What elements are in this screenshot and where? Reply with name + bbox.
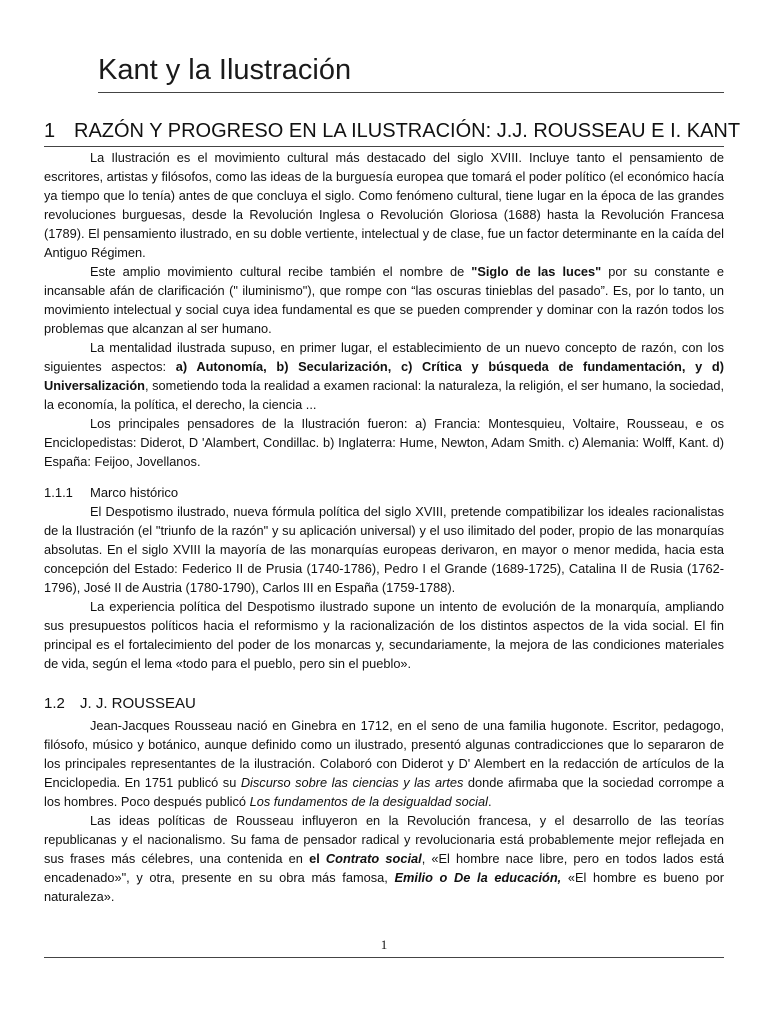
- section-1-heading: [44, 118, 740, 144]
- section-1-2-heading: [44, 693, 196, 715]
- paragraph-text: La mentalidad ilustrada supuso, en primer lugar, el establecimiento de un nuevo concepto de razón, con los siguientes aspectos:: [44, 340, 724, 374]
- paragraph-razon: [44, 338, 724, 414]
- paragraph-text: , «El hombre nace libre, pero en todos lados está encadenado»", y otra, presente en su obra más famosa,: [44, 851, 724, 885]
- bold-italic-title: Emilio o De la educación,: [394, 870, 562, 885]
- section-1-body: [44, 148, 724, 471]
- paragraph-text: «El hombre es bueno por naturaleza».: [44, 870, 725, 904]
- paragraph-text: La Ilustración es el movimiento cultural más destacado del siglo XVIII. Incluye tanto el pensamiento de escritores, artistas y filósofos, como las ideas de la burguesía europea que tomará el poder político (el económico hacía ya tiempo que lo tenía) antes de que concluya el siglo. Como fenómeno cultural, tiene lugar en la época de las grandes revoluciones burguesas, desde la Revolución Inglesa o Revolución Gloriosa (1688) hasta la Revolución Francesa (1789). El pensamiento ilustrado, en su doble vertiente, intelectual y de clase, fue un factor determinante en la caída del Antiguo Régimen.: [44, 150, 724, 260]
- title-rule: [98, 92, 724, 93]
- section-1-rule: [44, 146, 724, 147]
- bold-term: "Siglo de las luces": [471, 264, 602, 279]
- subsection-1-1-1-heading: [44, 483, 178, 502]
- section-1-2-title: J. J. ROUSSEAU: [80, 695, 196, 712]
- paragraph-text: Este amplio movimiento cultural recibe también el nombre de: [90, 264, 472, 279]
- subsection-1-1-1-title: Marco histórico: [90, 485, 179, 500]
- paragraph-ilustracion-intro: [44, 148, 724, 262]
- paragraph-siglo-luces: [44, 262, 724, 338]
- italic-title: Los fundamentos de la desigualdad social: [249, 794, 488, 809]
- paragraph-rousseau-ideas: [44, 811, 724, 906]
- page-number: 1: [380, 937, 388, 952]
- subsection-1-1-1-body: [44, 502, 724, 673]
- paragraph-experiencia: [44, 597, 724, 673]
- section-1-2-body: [44, 716, 724, 906]
- document-title: Kant y la Ilustración: [98, 54, 352, 86]
- subsection-1-1-1-number: 1.1.1: [44, 485, 73, 500]
- bold-italic-title: Contrato social: [325, 851, 422, 866]
- paragraph-text: .: [487, 794, 492, 809]
- paragraph-text: La experiencia política del Despotismo ilustrado supone un intento de evolución de la monarquía, ampliando sus presupuestos políticos hacia el reformismo y la racionalización de los distintos aspectos de la vida social. El fin principal es el fortalecimiento del poder de los monarcas y, secundariamente, la mejora de las condiciones materiales de vida, según el lema «todo para el pueblo, pero sin el pueblo».: [44, 599, 724, 671]
- bold-term: a) Autonomía, b) Secularización, c) Crítica y búsqueda de fundamentación, y d) Universalización: [44, 359, 724, 393]
- paragraph-rousseau-bio: [44, 716, 724, 811]
- paragraph-text: Jean-Jacques Rousseau nació en Ginebra en 1712, en el seno de una familia hugonote. Escritor, pedagogo, filósofo, músico y botánico, aunque definido como un ilustrado, presentó algunas contradicciones que lo separaron de los principales representantes de la ilustración. Colaboró con Diderot y D' Alembert en la redacción de artículos de la Enciclopedia. En 1751 publicó su: [44, 718, 724, 790]
- paragraph-text: , sometiendo toda la realidad a examen racional: la naturaleza, la religión, el ser humano, la sociedad, la economía, la política, el derecho, la ciencia ...: [44, 378, 724, 412]
- footer-rule: [44, 957, 724, 958]
- section-1-number: 1: [44, 120, 56, 142]
- paragraph-pensadores: [44, 414, 724, 471]
- paragraph-text: Las ideas políticas de Rousseau influyeron en la Revolución francesa, y el desarrollo de las teorías republicanas y el nacionalismo. Su fama de pensador radical y revolucionaria está probablemente mejor reflejada en sus frases más célebres, una contenida en: [44, 813, 724, 866]
- section-1-2-number: 1.2: [44, 695, 65, 712]
- section-1-title: RAZÓN Y PROGRESO EN LA ILUSTRACIÓN: J.J. ROUSSEAU E I. KANT: [74, 120, 741, 142]
- paragraph-text: El Despotismo ilustrado, nueva fórmula política del siglo XVIII, pretende compatibilizar los ideales racionalistas de la Ilustración (el "triunfo de la razón" y su aplicación universal) y el uso ilimitado del poder, propio de las monarquías absolutas. En el siglo XVIII la mayoría de las monarquías europeas derivaron, en mayor o menor medida, hacia esta concepción del Estado: Federico II de Prusia (1740-1786), Pedro I el Grande (1689-1725), Catalina II de Rusia (1762-1796), José II de Austria (1780-1790), Carlos III en España (1759-1788).: [44, 504, 724, 595]
- paragraph-text: Los principales pensadores de la Ilustración fueron: a) Francia: Montesquieu, Voltaire, Rousseau, e os Enciclopedistas: Diderot, D 'Alambert, Condillac. b) Inglaterra: Hume, Newton, Adam Smith. c) Alemania: Wolff, Kant. d) España: Feijoo, Jovellanos.: [44, 416, 724, 469]
- italic-title: Discurso sobre las ciencias y las artes: [240, 775, 464, 790]
- paragraph-text: donde afirmaba que la sociedad corrompe a los hombres. Poco después publicó: [44, 775, 724, 809]
- paragraph-text: por su constante e incansable afán de clarificación (" iluminismo"), que rompe con “las oscuras tinieblas del pasado”. Es, por lo tanto, un movimiento intelectual y social cuya idea fundamental es que se pueden comprender y dominar con la razón todos los problemas que alcanzan al ser humano.: [44, 264, 724, 336]
- paragraph-despotismo: [44, 502, 724, 597]
- bold-term: el: [309, 851, 326, 866]
